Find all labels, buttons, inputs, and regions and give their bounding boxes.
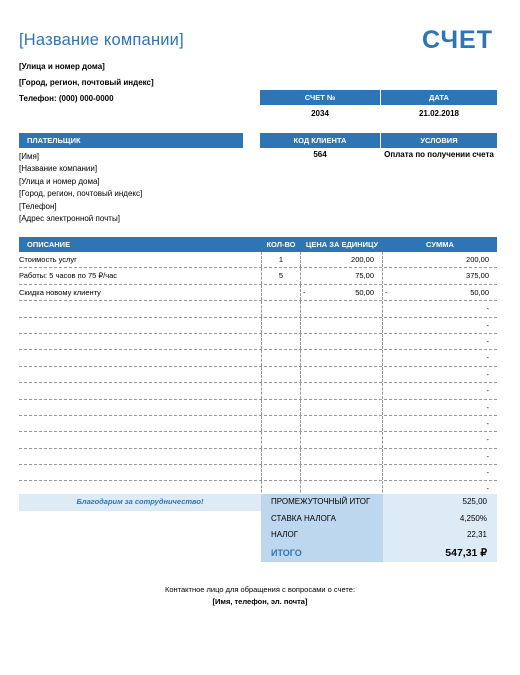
invoice-number-header: СЧЕТ № [260, 90, 380, 105]
row-unit-price [301, 285, 383, 300]
row-unit-price [301, 367, 383, 382]
row-unit-price [301, 350, 383, 365]
table-row [19, 252, 497, 268]
payer-address: [Улица и номер дома] [19, 176, 100, 186]
line-items-table [19, 237, 497, 498]
col-amount: СУММА [426, 240, 454, 249]
totals-block [19, 494, 497, 562]
table-header [19, 237, 497, 252]
row-qty [261, 449, 301, 464]
row-qty [261, 432, 301, 447]
table-row [19, 367, 497, 383]
invoice-date: 21.02.2018 [418, 109, 460, 118]
row-unit-price [301, 301, 383, 316]
payer-name: [Имя] [19, 152, 40, 161]
row-description [19, 350, 261, 365]
col-unit-price: ЦЕНА ЗА ЕДИНИЦУ [305, 240, 379, 249]
row-qty [261, 367, 301, 382]
thanks-message: Благодарим за сотрудничество! [19, 494, 261, 511]
row-description [19, 367, 261, 382]
row-qty: 1 [261, 252, 301, 267]
row-amount-value: 50,00 [470, 287, 489, 297]
payer-header: ПЛАТЕЛЬЩИК [19, 133, 243, 148]
row-qty [261, 350, 301, 365]
row-unit-price [301, 465, 383, 480]
row-amount-value: - [486, 369, 489, 379]
row-unit-price [301, 449, 383, 464]
row-unit-price [301, 318, 383, 333]
row-price-sign: - [303, 287, 306, 297]
table-row [19, 416, 497, 432]
row-amount-sign: - [385, 287, 388, 297]
row-amount [383, 285, 497, 300]
tax-label: НАЛОГ [261, 527, 383, 544]
table-row [19, 318, 497, 334]
row-amount-value: - [486, 386, 489, 396]
row-description: Стоимость услуг [19, 255, 77, 264]
row-qty [261, 318, 301, 333]
payer-phone: [Телефон] [19, 201, 57, 211]
company-address: [Улица и номер дома] [19, 62, 105, 71]
row-description [19, 449, 261, 464]
tax-rate-value: 4,250% [383, 511, 497, 528]
row-price-value: 50,00 [355, 287, 374, 297]
row-amount [383, 334, 497, 349]
table-row [19, 285, 497, 301]
row-amount [383, 449, 497, 464]
row-amount-value: - [486, 435, 489, 445]
row-amount [383, 383, 497, 398]
row-amount-value: - [486, 336, 489, 346]
subtotal-value: 525,00 [383, 494, 497, 511]
row-amount [383, 416, 497, 431]
row-price-value: 200,00 [351, 255, 374, 264]
table-row [19, 400, 497, 416]
total-label: ИТОГО [261, 544, 383, 562]
row-amount [383, 465, 497, 480]
row-amount-value: - [486, 451, 489, 461]
row-description [19, 301, 261, 316]
row-amount-value: - [486, 418, 489, 428]
table-row [19, 350, 497, 366]
row-amount [383, 400, 497, 415]
tax-rate-label: СТАВКА НАЛОГА [261, 511, 383, 528]
invoice-number: 2034 [311, 109, 329, 118]
row-amount-value: 375,00 [466, 271, 489, 281]
row-amount-value: - [486, 320, 489, 330]
row-description [19, 465, 261, 480]
invoice-title: СЧЕТ [422, 26, 493, 54]
row-unit-price [301, 432, 383, 447]
row-description: Скидка новому клиенту [19, 287, 101, 297]
row-price-value: 75,00 [355, 271, 374, 281]
terms-header: УСЛОВИЯ [381, 133, 497, 148]
row-amount [383, 268, 497, 283]
row-amount [383, 350, 497, 365]
table-row [19, 301, 497, 317]
invoice-date-header: ДАТА [381, 90, 497, 105]
table-row [19, 432, 497, 448]
row-description [19, 416, 261, 431]
row-qty [261, 400, 301, 415]
total-value: 547,31 ₽ [383, 544, 497, 562]
row-qty [261, 301, 301, 316]
table-row [19, 334, 497, 350]
table-row [19, 268, 497, 284]
row-unit-price [301, 334, 383, 349]
company-name: [Название компании] [19, 31, 184, 49]
row-amount [383, 301, 497, 316]
row-unit-price [301, 400, 383, 415]
tax-value: 22,31 [383, 527, 497, 544]
footer-contact-placeholder: [Имя, телефон, эл. почта] [212, 597, 308, 606]
row-amount-value: - [486, 484, 489, 494]
row-amount-value: 200,00 [466, 255, 489, 264]
table-row [19, 449, 497, 465]
col-qty: КОЛ-ВО [266, 240, 296, 249]
company-phone: Телефон: (000) 000-0000 [19, 94, 114, 103]
table-row [19, 465, 497, 481]
payer-block [19, 151, 142, 225]
row-amount-value: - [486, 353, 489, 363]
payer-city: [Город, регион, почтовый индекс] [19, 189, 143, 199]
row-qty [261, 416, 301, 431]
row-qty: 5 [261, 268, 301, 283]
row-amount-value: - [486, 468, 489, 478]
row-description [19, 334, 261, 349]
terms: Оплата по получении счета [384, 150, 494, 159]
row-qty [261, 334, 301, 349]
row-description [19, 383, 261, 398]
row-amount [383, 432, 497, 447]
row-description [19, 432, 261, 447]
customer-id-header: КОД КЛИЕНТА [260, 133, 380, 148]
row-amount [383, 318, 497, 333]
row-amount-value: - [486, 402, 489, 412]
row-qty [261, 465, 301, 480]
row-qty [261, 383, 301, 398]
row-unit-price [301, 416, 383, 431]
row-unit-price [301, 252, 383, 267]
table-row [19, 383, 497, 399]
row-amount [383, 252, 497, 267]
row-qty [261, 285, 301, 300]
subtotal-label: ПРОМЕЖУТОЧНЫЙ ИТОГ [261, 494, 383, 511]
row-unit-price [301, 383, 383, 398]
company-city: [Город, регион, почтовый индекс] [19, 78, 154, 87]
row-description: Работы: 5 часов по 75 ₽/час [19, 271, 118, 281]
row-amount [383, 367, 497, 382]
payer-email: [Адрес электронной почты] [19, 214, 120, 224]
row-unit-price [301, 268, 383, 283]
payer-company: [Название компании] [19, 164, 98, 174]
row-description [19, 318, 261, 333]
row-amount-value: - [486, 304, 489, 314]
col-description: ОПИСАНИЕ [27, 240, 71, 249]
footer-contact-line: Контактное лицо для обращения с вопросами о счете: [164, 585, 356, 594]
row-description [19, 400, 261, 415]
customer-id: 564 [313, 150, 327, 159]
